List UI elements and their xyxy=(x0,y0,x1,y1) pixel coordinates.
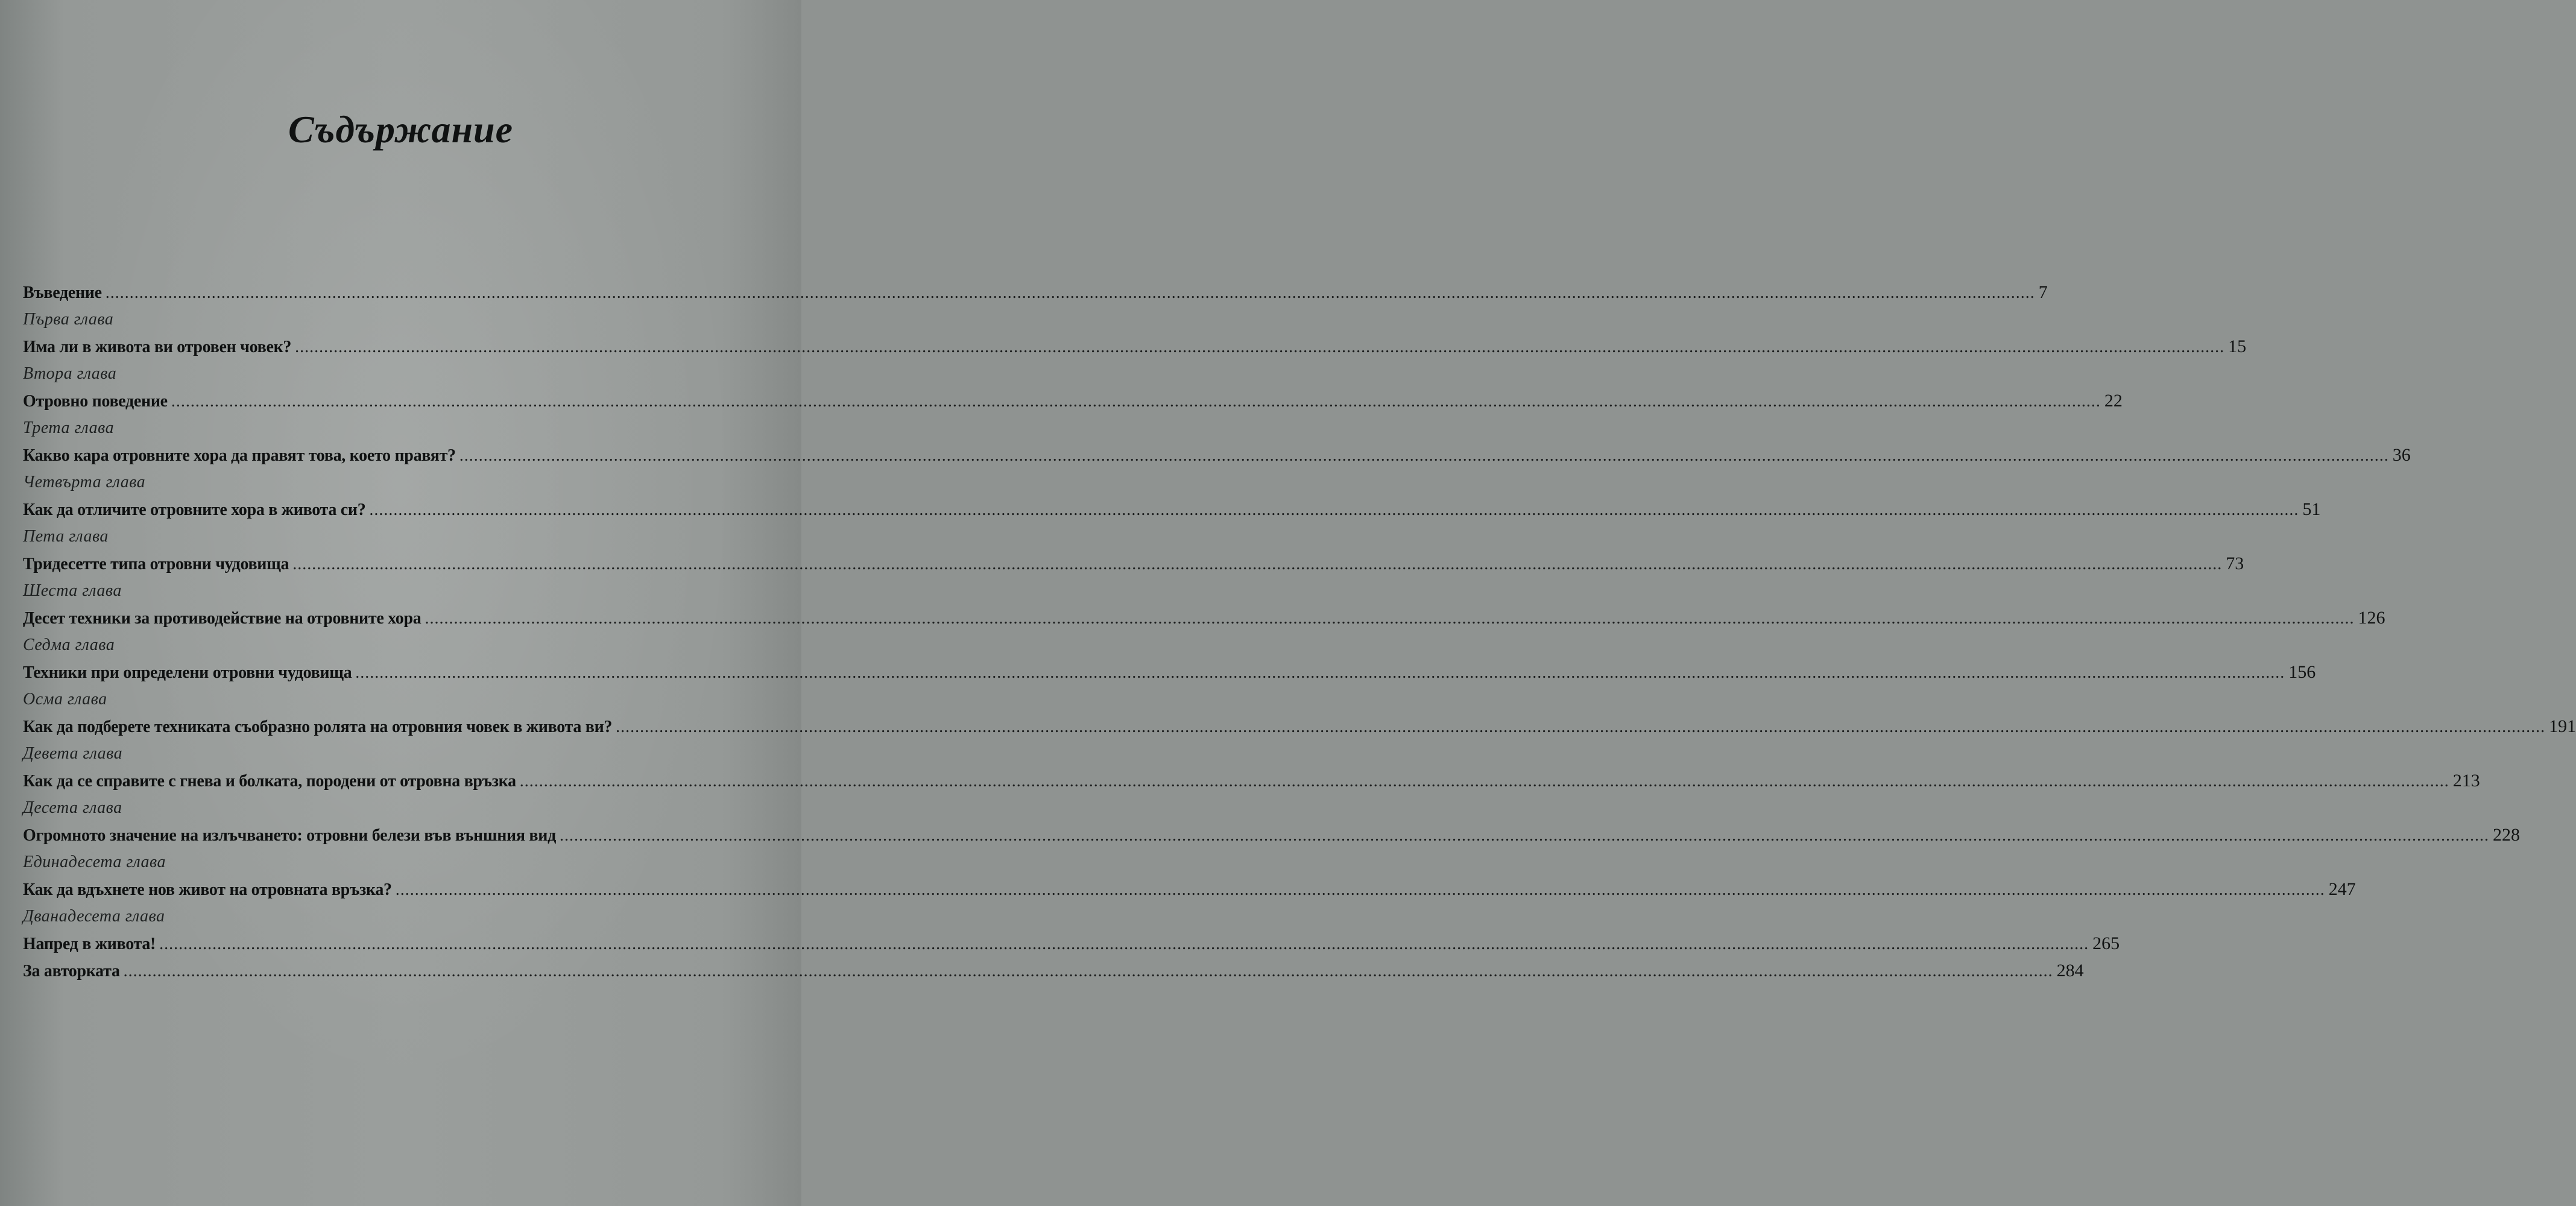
dot-leader: ................................................................................................................................................................................................................................................................................................................................................................................................................ xyxy=(559,826,2489,845)
toc-entry-page: 228 xyxy=(2492,825,2520,845)
dot-leader: ................................................................................................................................................................................................................................................................................................................................................................................................................ xyxy=(171,392,2101,411)
toc-entry xyxy=(23,604,2385,631)
dot-leader: ................................................................................................................................................................................................................................................................................................................................................................................................................ xyxy=(395,880,2325,899)
toc-entry-page: 213 xyxy=(2452,771,2480,791)
toc-entry-title: За авторката xyxy=(23,962,120,980)
dot-leader: ................................................................................................................................................................................................................................................................................................................................................................................................................ xyxy=(295,338,2225,356)
toc-entry-page: 191 xyxy=(2549,716,2576,736)
toc-entry xyxy=(23,658,2316,686)
toc-entry xyxy=(23,441,2411,469)
toc-entry xyxy=(23,387,2123,414)
chapter-label: Шеста глава xyxy=(23,581,122,600)
dot-leader: ................................................................................................................................................................................................................................................................................................................................................................................................................ xyxy=(519,772,2449,791)
toc-entry xyxy=(23,333,2247,360)
chapter-label: Трета глава xyxy=(23,418,115,437)
toc-entry-title: Как да вдъхнете нов живот на отровната връзка? xyxy=(23,880,392,899)
toc-entry-page: 126 xyxy=(2358,608,2385,628)
toc-entry-title: Отровно поведение xyxy=(23,392,168,411)
toc-entry-page: 73 xyxy=(2226,554,2244,573)
toc-entry-page: 22 xyxy=(2104,391,2123,411)
chapter-label: Девета глава xyxy=(23,744,123,763)
chapter-label: Втора глава xyxy=(23,364,117,383)
dot-leader: ................................................................................................................................................................................................................................................................................................................................................................................................................ xyxy=(159,935,2089,953)
toc-entry xyxy=(23,279,2048,306)
dot-leader: ................................................................................................................................................................................................................................................................................................................................................................................................................ xyxy=(616,718,2546,736)
toc-entry-page: 7 xyxy=(2038,282,2048,302)
chapter-label: Четвърта глава xyxy=(23,473,146,491)
page-title: Съдържание xyxy=(288,108,514,151)
toc-entry-page: 15 xyxy=(2228,336,2247,356)
table-of-contents xyxy=(23,279,2576,984)
chapter-label: Осма глава xyxy=(23,690,107,709)
chapter-label: Седма глава xyxy=(23,636,115,654)
dot-leader: ................................................................................................................................................................................................................................................................................................................................................................................................................ xyxy=(123,962,2053,980)
toc-entry-title: Десет техники за противодействие на отровните хора xyxy=(23,609,421,628)
chapter-label: Дванадесета глава xyxy=(23,907,165,926)
toc-entry-title: Напред в живота! xyxy=(23,935,156,953)
toc-entry xyxy=(23,713,2576,740)
toc-entry-title: Как да се справите с гнева и болката, породени от отровна връзка xyxy=(23,772,516,791)
chapter-label: Пета глава xyxy=(23,527,109,546)
toc-entry xyxy=(23,767,2480,794)
chapter-label: Десета глава xyxy=(23,798,122,817)
dot-leader: ................................................................................................................................................................................................................................................................................................................................................................................................................ xyxy=(459,446,2389,465)
chapter-label: Единадесета глава xyxy=(23,853,166,871)
toc-entry-page: 247 xyxy=(2328,879,2356,899)
toc-entry xyxy=(23,930,2120,957)
toc-entry-title: Какво кара отровните хора да правят това, което правят? xyxy=(23,446,456,465)
toc-entry-title: Тридесетте типа отровни чудовища xyxy=(23,555,289,573)
chapter-label: Първа глава xyxy=(23,310,114,329)
toc-entry xyxy=(23,957,2084,984)
dot-leader: ................................................................................................................................................................................................................................................................................................................................................................................................................ xyxy=(105,283,2035,302)
toc-entry-title: Как да отличите отровните хора в живота си? xyxy=(23,500,366,519)
dot-leader: ................................................................................................................................................................................................................................................................................................................................................................................................................ xyxy=(425,609,2355,628)
toc-entry xyxy=(23,496,2321,523)
toc-entry xyxy=(23,550,2244,577)
toc-entry-title: Техники при определени отровни чудовища xyxy=(23,663,352,682)
dot-leader: ................................................................................................................................................................................................................................................................................................................................................................................................................ xyxy=(369,500,2299,519)
toc-entry-page: 284 xyxy=(2056,961,2084,980)
toc-entry xyxy=(23,821,2520,848)
toc-entry-page: 156 xyxy=(2288,662,2316,682)
toc-entry-title: Въведение xyxy=(23,283,102,302)
dot-leader: ................................................................................................................................................................................................................................................................................................................................................................................................................ xyxy=(292,555,2223,573)
toc-entry-title: Огромното значение на излъчването: отровни белези във външния вид xyxy=(23,826,556,845)
toc-entry-page: 265 xyxy=(2092,933,2120,953)
toc-entry-page: 51 xyxy=(2302,499,2321,519)
dot-leader: ................................................................................................................................................................................................................................................................................................................................................................................................................ xyxy=(355,663,2285,682)
toc-entry xyxy=(23,876,2356,903)
toc-entry-page: 36 xyxy=(2392,445,2411,465)
toc-entry-title: Има ли в живота ви отровен човек? xyxy=(23,338,292,356)
toc-entry-title: Как да подберете техниката съобразно ролята на отровния човек в живота ви? xyxy=(23,718,613,736)
